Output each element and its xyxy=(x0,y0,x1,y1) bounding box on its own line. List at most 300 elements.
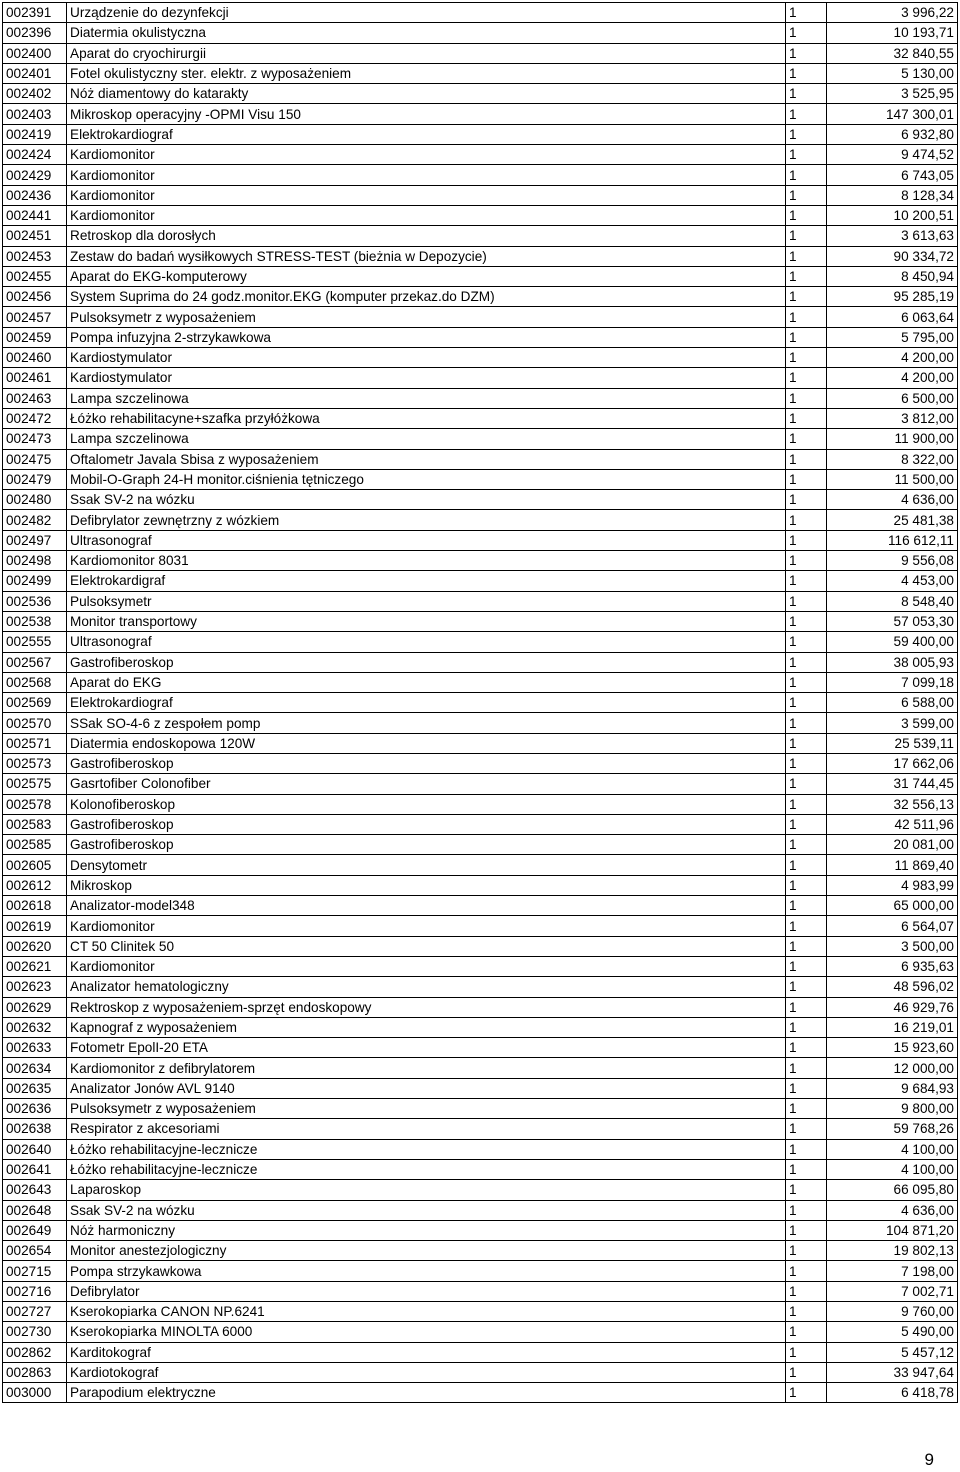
value-cell: 17 662,06 xyxy=(827,753,958,773)
quantity-cell: 1 xyxy=(786,266,827,286)
item-name-cell: Gastrofiberoskop xyxy=(67,835,786,855)
quantity-cell: 1 xyxy=(786,814,827,834)
inventory-code-cell: 002620 xyxy=(3,936,67,956)
table-row xyxy=(3,84,958,104)
quantity-cell: 1 xyxy=(786,510,827,530)
inventory-code-cell: 002636 xyxy=(3,1099,67,1119)
value-cell: 5 490,00 xyxy=(827,1322,958,1342)
inventory-code-cell: 002862 xyxy=(3,1342,67,1362)
value-cell: 4 636,00 xyxy=(827,1200,958,1220)
inventory-code-cell: 002570 xyxy=(3,713,67,733)
inventory-code-cell: 002455 xyxy=(3,266,67,286)
inventory-code-cell: 002482 xyxy=(3,510,67,530)
value-cell: 10 193,71 xyxy=(827,23,958,43)
item-name-cell: Gasrtofiber Colonofiber xyxy=(67,774,786,794)
inventory-code-cell: 002578 xyxy=(3,794,67,814)
quantity-cell: 1 xyxy=(786,307,827,327)
table-row xyxy=(3,63,958,83)
quantity-cell: 1 xyxy=(786,1342,827,1362)
item-name-cell: Kolonofiberoskop xyxy=(67,794,786,814)
item-name-cell: Gastrofiberoskop xyxy=(67,814,786,834)
table-row xyxy=(3,1281,958,1301)
table-row xyxy=(3,1261,958,1281)
inventory-code-cell: 002424 xyxy=(3,145,67,165)
quantity-cell: 1 xyxy=(786,449,827,469)
value-cell: 9 760,00 xyxy=(827,1302,958,1322)
item-name-cell: Pompa infuzyjna 2-strzykawkowa xyxy=(67,327,786,347)
value-cell: 4 100,00 xyxy=(827,1139,958,1159)
quantity-cell: 1 xyxy=(786,1383,827,1403)
inventory-code-cell: 002715 xyxy=(3,1261,67,1281)
value-cell: 7 002,71 xyxy=(827,1281,958,1301)
value-cell: 11 869,40 xyxy=(827,855,958,875)
quantity-cell: 1 xyxy=(786,1302,827,1322)
value-cell: 57 053,30 xyxy=(827,611,958,631)
quantity-cell: 1 xyxy=(786,1139,827,1159)
item-name-cell: Kardiomonitor xyxy=(67,145,786,165)
quantity-cell: 1 xyxy=(786,84,827,104)
table-row xyxy=(3,1362,958,1382)
table-row xyxy=(3,145,958,165)
table-row xyxy=(3,104,958,124)
inventory-code-cell: 002568 xyxy=(3,672,67,692)
table-row xyxy=(3,794,958,814)
inventory-code-cell: 002638 xyxy=(3,1119,67,1139)
value-cell: 25 481,38 xyxy=(827,510,958,530)
inventory-code-cell: 002391 xyxy=(3,3,67,23)
inventory-code-cell: 002480 xyxy=(3,490,67,510)
item-name-cell: Analizator-model348 xyxy=(67,896,786,916)
item-name-cell: Nóż harmoniczny xyxy=(67,1220,786,1240)
value-cell: 9 800,00 xyxy=(827,1099,958,1119)
value-cell: 19 802,13 xyxy=(827,1241,958,1261)
quantity-cell: 1 xyxy=(786,591,827,611)
item-name-cell: Zestaw do badań wysiłkowych STRESS-TEST (bieżnia w Depozycie) xyxy=(67,246,786,266)
item-name-cell: Kardiomonitor xyxy=(67,185,786,205)
value-cell: 8 128,34 xyxy=(827,185,958,205)
quantity-cell: 1 xyxy=(786,388,827,408)
inventory-code-cell: 002538 xyxy=(3,611,67,631)
value-cell: 33 947,64 xyxy=(827,1362,958,1382)
inventory-code-cell: 002499 xyxy=(3,571,67,591)
quantity-cell: 1 xyxy=(786,672,827,692)
inventory-code-cell: 002456 xyxy=(3,287,67,307)
equipment-inventory-table xyxy=(2,2,958,1403)
item-name-cell: Kardiotokograf xyxy=(67,1362,786,1382)
table-row xyxy=(3,611,958,631)
value-cell: 38 005,93 xyxy=(827,652,958,672)
value-cell: 3 500,00 xyxy=(827,936,958,956)
item-name-cell: Monitor transportowy xyxy=(67,611,786,631)
table-row xyxy=(3,185,958,205)
table-row xyxy=(3,1139,958,1159)
quantity-cell: 1 xyxy=(786,571,827,591)
inventory-code-cell: 002567 xyxy=(3,652,67,672)
value-cell: 59 768,26 xyxy=(827,1119,958,1139)
item-name-cell: SSak SO-4-6 z zespołem pomp xyxy=(67,713,786,733)
value-cell: 66 095,80 xyxy=(827,1180,958,1200)
quantity-cell: 1 xyxy=(786,774,827,794)
quantity-cell: 1 xyxy=(786,205,827,225)
quantity-cell: 1 xyxy=(786,733,827,753)
quantity-cell: 1 xyxy=(786,408,827,428)
value-cell: 6 500,00 xyxy=(827,388,958,408)
item-name-cell: Kardiomonitor z defibrylatorem xyxy=(67,1058,786,1078)
quantity-cell: 1 xyxy=(786,1038,827,1058)
value-cell: 11 900,00 xyxy=(827,429,958,449)
item-name-cell: Aparat do cryochirurgii xyxy=(67,43,786,63)
table-row xyxy=(3,1342,958,1362)
table-row xyxy=(3,287,958,307)
table-row xyxy=(3,43,958,63)
table-row xyxy=(3,1038,958,1058)
item-name-cell: Kardiomonitor 8031 xyxy=(67,551,786,571)
table-row xyxy=(3,124,958,144)
quantity-cell: 1 xyxy=(786,23,827,43)
inventory-code-cell: 002621 xyxy=(3,956,67,976)
inventory-code-cell: 002730 xyxy=(3,1322,67,1342)
quantity-cell: 1 xyxy=(786,1220,827,1240)
quantity-cell: 1 xyxy=(786,916,827,936)
table-row xyxy=(3,835,958,855)
inventory-code-cell: 002605 xyxy=(3,855,67,875)
quantity-cell: 1 xyxy=(786,1159,827,1179)
table-row xyxy=(3,977,958,997)
item-name-cell: Ssak SV-2 na wózku xyxy=(67,490,786,510)
inventory-code-cell: 002643 xyxy=(3,1180,67,1200)
value-cell: 3 525,95 xyxy=(827,84,958,104)
table-row xyxy=(3,1200,958,1220)
quantity-cell: 1 xyxy=(786,165,827,185)
quantity-cell: 1 xyxy=(786,855,827,875)
inventory-code-cell: 002498 xyxy=(3,551,67,571)
inventory-code-cell: 002649 xyxy=(3,1220,67,1240)
quantity-cell: 1 xyxy=(786,1322,827,1342)
table-row xyxy=(3,205,958,225)
item-name-cell: Kserokopiarka MINOLTA 6000 xyxy=(67,1322,786,1342)
item-name-cell: Elektrokardigraf xyxy=(67,571,786,591)
table-row xyxy=(3,408,958,428)
quantity-cell: 1 xyxy=(786,469,827,489)
item-name-cell: Mikroskop xyxy=(67,875,786,895)
inventory-code-cell: 002632 xyxy=(3,1017,67,1037)
quantity-cell: 1 xyxy=(786,693,827,713)
table-row xyxy=(3,896,958,916)
inventory-code-cell: 002475 xyxy=(3,449,67,469)
inventory-code-cell: 002648 xyxy=(3,1200,67,1220)
item-name-cell: Kapnograf z wyposażeniem xyxy=(67,1017,786,1037)
item-name-cell: Ultrasonograf xyxy=(67,632,786,652)
item-name-cell: System Suprima do 24 godz.monitor.EKG (komputer przekaz.do DZM) xyxy=(67,287,786,307)
value-cell: 95 285,19 xyxy=(827,287,958,307)
quantity-cell: 1 xyxy=(786,43,827,63)
table-row xyxy=(3,1322,958,1342)
value-cell: 3 599,00 xyxy=(827,713,958,733)
table-row xyxy=(3,693,958,713)
inventory-code-cell: 002396 xyxy=(3,23,67,43)
inventory-code-cell: 002441 xyxy=(3,205,67,225)
table-row xyxy=(3,3,958,23)
table-row xyxy=(3,713,958,733)
value-cell: 25 539,11 xyxy=(827,733,958,753)
value-cell: 4 200,00 xyxy=(827,348,958,368)
item-name-cell: Elektrokardiograf xyxy=(67,693,786,713)
page-number: 9 xyxy=(924,1450,934,1469)
table-row xyxy=(3,388,958,408)
item-name-cell: Mobil-O-Graph 24-H monitor.ciśnienia tętniczego xyxy=(67,469,786,489)
inventory-code-cell: 002612 xyxy=(3,875,67,895)
item-name-cell: Kardiostymulator xyxy=(67,368,786,388)
value-cell: 11 500,00 xyxy=(827,469,958,489)
table-row xyxy=(3,1241,958,1261)
table-row xyxy=(3,530,958,550)
item-name-cell: Kardiomonitor xyxy=(67,205,786,225)
item-name-cell: Oftalometr Javala Sbisa z wyposażeniem xyxy=(67,449,786,469)
quantity-cell: 1 xyxy=(786,530,827,550)
value-cell: 15 923,60 xyxy=(827,1038,958,1058)
value-cell: 32 840,55 xyxy=(827,43,958,63)
item-name-cell: Aparat do EKG xyxy=(67,672,786,692)
inventory-code-cell: 002461 xyxy=(3,368,67,388)
quantity-cell: 1 xyxy=(786,287,827,307)
quantity-cell: 1 xyxy=(786,632,827,652)
quantity-cell: 1 xyxy=(786,3,827,23)
inventory-code-cell: 002623 xyxy=(3,977,67,997)
quantity-cell: 1 xyxy=(786,794,827,814)
inventory-code-cell: 002863 xyxy=(3,1362,67,1382)
table-row xyxy=(3,652,958,672)
table-row xyxy=(3,510,958,530)
inventory-code-cell: 002633 xyxy=(3,1038,67,1058)
item-name-cell: Defibrylator zewnętrzny z wózkiem xyxy=(67,510,786,530)
quantity-cell: 1 xyxy=(786,997,827,1017)
value-cell: 59 400,00 xyxy=(827,632,958,652)
table-row xyxy=(3,1159,958,1179)
inventory-code-cell: 002463 xyxy=(3,388,67,408)
item-name-cell: Gastrofiberoskop xyxy=(67,652,786,672)
quantity-cell: 1 xyxy=(786,611,827,631)
inventory-code-cell: 002716 xyxy=(3,1281,67,1301)
value-cell: 4 453,00 xyxy=(827,571,958,591)
inventory-code-cell: 002618 xyxy=(3,896,67,916)
value-cell: 6 063,64 xyxy=(827,307,958,327)
item-name-cell: Kardiomonitor xyxy=(67,916,786,936)
quantity-cell: 1 xyxy=(786,490,827,510)
table-row xyxy=(3,591,958,611)
value-cell: 6 935,63 xyxy=(827,956,958,976)
value-cell: 48 596,02 xyxy=(827,977,958,997)
item-name-cell: Lampa szczelinowa xyxy=(67,388,786,408)
quantity-cell: 1 xyxy=(786,652,827,672)
table-row xyxy=(3,774,958,794)
item-name-cell: Aparat do EKG-komputerowy xyxy=(67,266,786,286)
value-cell: 8 322,00 xyxy=(827,449,958,469)
quantity-cell: 1 xyxy=(786,1058,827,1078)
item-name-cell: Ssak SV-2 na wózku xyxy=(67,1200,786,1220)
inventory-code-cell: 002585 xyxy=(3,835,67,855)
quantity-cell: 1 xyxy=(786,1362,827,1382)
value-cell: 8 450,94 xyxy=(827,266,958,286)
value-cell: 5 130,00 xyxy=(827,63,958,83)
quantity-cell: 1 xyxy=(786,713,827,733)
value-cell: 4 636,00 xyxy=(827,490,958,510)
value-cell: 6 743,05 xyxy=(827,165,958,185)
inventory-code-cell: 002436 xyxy=(3,185,67,205)
item-name-cell: Parapodium elektryczne xyxy=(67,1383,786,1403)
inventory-code-cell: 002460 xyxy=(3,348,67,368)
inventory-code-cell: 002635 xyxy=(3,1078,67,1098)
value-cell: 4 100,00 xyxy=(827,1159,958,1179)
value-cell: 5 457,12 xyxy=(827,1342,958,1362)
quantity-cell: 1 xyxy=(786,753,827,773)
item-name-cell: Karditokograf xyxy=(67,1342,786,1362)
table-row xyxy=(3,23,958,43)
inventory-code-cell: 002419 xyxy=(3,124,67,144)
value-cell: 5 795,00 xyxy=(827,327,958,347)
inventory-code-cell: 002453 xyxy=(3,246,67,266)
table-row xyxy=(3,368,958,388)
item-name-cell: Monitor anestezjologiczny xyxy=(67,1241,786,1261)
inventory-code-cell: 003000 xyxy=(3,1383,67,1403)
item-name-cell: Densytometr xyxy=(67,855,786,875)
table-row xyxy=(3,551,958,571)
value-cell: 3 996,22 xyxy=(827,3,958,23)
quantity-cell: 1 xyxy=(786,896,827,916)
quantity-cell: 1 xyxy=(786,246,827,266)
table-row xyxy=(3,1383,958,1403)
item-name-cell: Łóżko rehabilitacyjne-lecznicze xyxy=(67,1139,786,1159)
table-row xyxy=(3,733,958,753)
quantity-cell: 1 xyxy=(786,956,827,976)
quantity-cell: 1 xyxy=(786,1099,827,1119)
inventory-code-cell: 002497 xyxy=(3,530,67,550)
table-row xyxy=(3,916,958,936)
item-name-cell: Pulsoksymetr z wyposażeniem xyxy=(67,1099,786,1119)
item-name-cell: Mikroskop operacyjny -OPMI Visu 150 xyxy=(67,104,786,124)
item-name-cell: Pulsoksymetr z wyposażeniem xyxy=(67,307,786,327)
quantity-cell: 1 xyxy=(786,551,827,571)
table-row xyxy=(3,672,958,692)
quantity-cell: 1 xyxy=(786,1180,827,1200)
inventory-code-cell: 002429 xyxy=(3,165,67,185)
item-name-cell: Rektroskop z wyposażeniem-sprzęt endoskopowy xyxy=(67,997,786,1017)
table-row xyxy=(3,449,958,469)
table-row xyxy=(3,266,958,286)
table-row xyxy=(3,956,958,976)
inventory-code-cell: 002536 xyxy=(3,591,67,611)
inventory-code-cell: 002634 xyxy=(3,1058,67,1078)
quantity-cell: 1 xyxy=(786,936,827,956)
quantity-cell: 1 xyxy=(786,1281,827,1301)
value-cell: 20 081,00 xyxy=(827,835,958,855)
item-name-cell: CT 50 Clinitek 50 xyxy=(67,936,786,956)
item-name-cell: Analizator hematologiczny xyxy=(67,977,786,997)
inventory-code-cell: 002640 xyxy=(3,1139,67,1159)
item-name-cell: Łóżko rehabilitacyne+szafka przyłóżkowa xyxy=(67,408,786,428)
quantity-cell: 1 xyxy=(786,1078,827,1098)
quantity-cell: 1 xyxy=(786,145,827,165)
table-row xyxy=(3,632,958,652)
inventory-code-cell: 002472 xyxy=(3,408,67,428)
value-cell: 9 556,08 xyxy=(827,551,958,571)
value-cell: 3 812,00 xyxy=(827,408,958,428)
item-name-cell: Fotometr EpolI-20 ETA xyxy=(67,1038,786,1058)
inventory-code-cell: 002479 xyxy=(3,469,67,489)
inventory-code-cell: 002459 xyxy=(3,327,67,347)
inventory-code-cell: 002583 xyxy=(3,814,67,834)
inventory-code-cell: 002569 xyxy=(3,693,67,713)
value-cell: 90 334,72 xyxy=(827,246,958,266)
value-cell: 6 588,00 xyxy=(827,693,958,713)
item-name-cell: Urządzenie do dezynfekcji xyxy=(67,3,786,23)
inventory-code-cell: 002451 xyxy=(3,226,67,246)
item-name-cell: Kardiostymulator xyxy=(67,348,786,368)
table-row xyxy=(3,429,958,449)
table-row xyxy=(3,855,958,875)
value-cell: 31 744,45 xyxy=(827,774,958,794)
table-row xyxy=(3,348,958,368)
item-name-cell: Pulsoksymetr xyxy=(67,591,786,611)
table-row xyxy=(3,1017,958,1037)
table-row xyxy=(3,1058,958,1078)
table-row xyxy=(3,469,958,489)
value-cell: 9 684,93 xyxy=(827,1078,958,1098)
item-name-cell: Defibrylator xyxy=(67,1281,786,1301)
value-cell: 116 612,11 xyxy=(827,530,958,550)
item-name-cell: Nóż diamentowy do katarakty xyxy=(67,84,786,104)
table-row xyxy=(3,1180,958,1200)
value-cell: 16 219,01 xyxy=(827,1017,958,1037)
table-row xyxy=(3,1220,958,1240)
value-cell: 4 200,00 xyxy=(827,368,958,388)
table-row xyxy=(3,165,958,185)
quantity-cell: 1 xyxy=(786,1119,827,1139)
item-name-cell: Fotel okulistyczny ster. elektr. z wyposażeniem xyxy=(67,63,786,83)
item-name-cell: Lampa szczelinowa xyxy=(67,429,786,449)
quantity-cell: 1 xyxy=(786,368,827,388)
table-row xyxy=(3,307,958,327)
quantity-cell: 1 xyxy=(786,185,827,205)
item-name-cell: Gastrofiberoskop xyxy=(67,753,786,773)
quantity-cell: 1 xyxy=(786,977,827,997)
value-cell: 6 564,07 xyxy=(827,916,958,936)
inventory-code-cell: 002403 xyxy=(3,104,67,124)
value-cell: 46 929,76 xyxy=(827,997,958,1017)
item-name-cell: Łóżko rehabilitacyjne-lecznicze xyxy=(67,1159,786,1179)
item-name-cell: Analizator Jonów AVL 9140 xyxy=(67,1078,786,1098)
inventory-code-cell: 002727 xyxy=(3,1302,67,1322)
value-cell: 147 300,01 xyxy=(827,104,958,124)
table-row xyxy=(3,875,958,895)
table-row xyxy=(3,997,958,1017)
table-row xyxy=(3,571,958,591)
table-row xyxy=(3,327,958,347)
inventory-code-cell: 002457 xyxy=(3,307,67,327)
quantity-cell: 1 xyxy=(786,63,827,83)
inventory-code-cell: 002555 xyxy=(3,632,67,652)
table-row xyxy=(3,490,958,510)
value-cell: 4 983,99 xyxy=(827,875,958,895)
value-cell: 6 932,80 xyxy=(827,124,958,144)
quantity-cell: 1 xyxy=(786,124,827,144)
quantity-cell: 1 xyxy=(786,429,827,449)
table-row xyxy=(3,1099,958,1119)
value-cell: 9 474,52 xyxy=(827,145,958,165)
quantity-cell: 1 xyxy=(786,348,827,368)
inventory-code-cell: 002641 xyxy=(3,1159,67,1179)
quantity-cell: 1 xyxy=(786,875,827,895)
table-body xyxy=(3,3,958,1403)
